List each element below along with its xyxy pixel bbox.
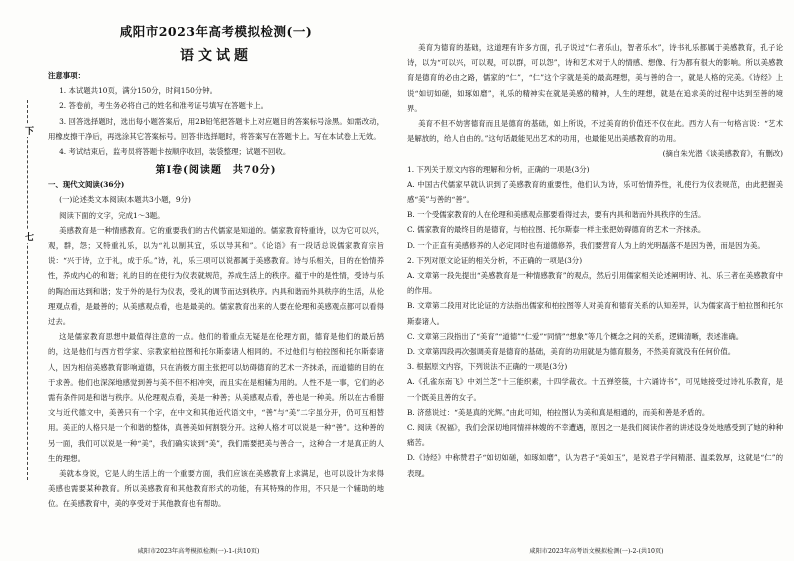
- gutter-mark-1: 下: [25, 124, 34, 137]
- right-page: [399, 0, 794, 561]
- notice-3: 3. 回答选择题时，选出每小题答案后，用2B铅笔把答题卡上对应题目的答案标号涂黑。如需改动，用橡皮擦干净后，再选涂其它答案标号。回答非选择题时，将答案写在答题卡上。写在本试卷上无效。: [48, 116, 384, 141]
- passage-paragraph-2: 这是儒家教育思想中最值得注意的一点。他们的着重点无疑是在伦理方面，德育是他们的最后鹄的，这是他们与西方哲学家、宗教家柏拉图和托尔斯泰诸人相同的。不过他们与柏拉图和托尔斯泰诸人，因为相信美感教育影响道德，只在消极方面主张把可以妨碍德育的艺术一齐抹杀，而道德的目的在于求善。他们也深深地感觉到善与美不但不相冲突，而且实在是相辅为用的。人性不是一事，它们的必需有条件同是和谐与秩序。从伦理观点看，美是一种善；从美感观点看，善也是一种美。所以在古希腊文与近代德文中，美善只有一个字，在中文和其他近代语文中，“善”与“美”二字虽分开，仍可互相替用。美正的人格只是一个和谐的整体，真善美如何割裂分开。这种人格才可以说是一种“善”。这种善的另一面，我们可以说是一种“美”，我们确实谈到“美”，我们需要把美与善合一，这种合一才是真正的人生的理想。: [48, 332, 384, 463]
- left-footer: 咸阳市2023年高考模拟检测(一)-1-(共10页): [137, 548, 260, 555]
- notice-4: 4. 考试结束后，监考员将答题卡按顺序收回，装袋整理；试题不回收。: [59, 147, 291, 157]
- left-column: [48, 22, 384, 512]
- question-3-option-b: B. 济慈说过：“美是真的光辉。”由此可知，柏拉图认为美和真是相通的，而美和善是矛盾的。: [407, 407, 710, 417]
- reading-instruction: 阅读下面的文字，完成1～3题。: [59, 210, 165, 220]
- notice-heading: 注意事项：: [48, 71, 85, 80]
- right-column: [407, 40, 783, 481]
- passage-paragraph-3: 美就本身说，它是人的生活上的一个重要方面，我们应该在美感教育上求满足，也可以设计为求得美感也需要某种教育。所以美感教育和其他教育形式的功能，有其特殊的作用，不只是一个辅助的地位。在美感教育中，美的享受对于其他教育也有帮助。: [48, 469, 384, 509]
- question-2-option-c: C. 文章第三段指出了“美育”“道德”“仁爱”“同情”“想象”等几个概念之间的关系，逻辑清晰，表述准确。: [407, 331, 744, 341]
- question-2-option-a: A. 文章第一段先提出“美感教育是一种情感教育”的观点，然后引用儒家相关论述阐明诗、礼、乐三者在美感教育中的作用。: [407, 271, 783, 296]
- question-1-option-a: A. 中国古代儒家早就认识到了美感教育的重要性，他们认为诗，乐可怡情养性，礼使行为仪表规范，由此把握美感“美”与善的“善”。: [407, 179, 783, 205]
- binding-line: [27, 100, 28, 480]
- passage-paragraph-4: 美育为德育的基础，这道理有许多方面，孔子说过“仁者乐山，智者乐水”，诗书礼乐都属于美感教育，孔子论诗，以为“可以兴，可以观，可以群，可以怨”，诗和艺术对于人的情感、想像、行为都有很大的影响。所以美感教育是德育的必由之路，儒家的“仁”，“仁”这个字就是美的最高理想，美与善的合一，就是人格的完美。《诗经》上说“如切如磋，如琢如磨”，礼乐的精神实在就是美感的精神，人生的理想，就是在追求美的过程中达到至善的境界。: [407, 43, 783, 113]
- question-1-stem: 1. 下列关于原文内容的理解和分析，正确的一项是(3分): [407, 164, 590, 174]
- passage-paragraph-1: 美感教育是一种情感教育。它的重要我们的古代儒家是知道的。儒家教育特重诗，以为它可以兴，观，群，怨；又特重礼乐，以为“礼以制其宜，乐以导其和”。《论语》有一段话总说儒家教育宗旨说：“兴于诗，立于礼，成于乐。”诗，礼，乐三项可以说都属于美感教育。诗与乐相关，目的在怡情养性，养成内心的和谐；礼的目的在使行为仪表就规范，养成生活上的秩序。蕴于中的是性情，受诗与乐的陶冶而达到和谐；发于外的是行为仪表，受礼的调节而达到秩序。内具和谐而外具秩序的生活，从伦理观点看，是最善的；从美感观点看，也是最美的。儒家教育出来的人要在伦理和美感观点都可以看得过去。: [48, 225, 384, 327]
- question-1-option-b: B. 一个受儒家教育的人在伦理和美感观点都要看得过去，要有内具和谐而外具秩序的生活。: [407, 210, 706, 220]
- source-note: (摘自朱光潜《谈美感教育》，有删改): [662, 149, 783, 159]
- question-3-stem: 3. 根据原文内容，下列说法不正确的一项是(3分): [407, 362, 568, 372]
- part-heading: 一、现代文阅读(36分): [48, 180, 125, 190]
- subject-title: 语文试题: [180, 48, 252, 64]
- right-footer: 咸阳市2023年高考语文模拟检测(一)-2-(共10页): [529, 548, 664, 555]
- question-2-option-b: B. 文章第二段用对比论证的方法指出儒家和柏拉图等人对美育和德育关系的认知差异，认为儒家高于柏拉图和托尔斯泰诸人。: [407, 301, 783, 326]
- question-2-stem: 2. 下列对原文论证的相关分析，不正确的一项是(3分): [407, 255, 583, 265]
- gutter-mark-2: 七: [25, 230, 34, 243]
- notice-2: 2. 答卷前，考生务必将自己的姓名和准考证号填写在答题卡上。: [59, 101, 269, 111]
- question-3-option-a: A.《孔雀东南飞》中刘兰芝“十三能织素，十四学裁衣。十五弹箜篌，十六诵诗书”，可见她接受过诗礼乐教育，是一个既美且善的女子。: [407, 377, 783, 402]
- binding-gutter: [22, 100, 40, 480]
- section-title: 第Ⅰ卷(阅读题 共70分): [155, 165, 277, 177]
- passage-paragraph-5: 美育不但不妨害德育而且是德育的基础，如上所说，不过美育的价值还不仅在此。西方人有一句格言说：“艺术是解放的，给人自由的。”这句话最能见出艺术的功用，也最能见出美感教育的功用。: [407, 119, 783, 144]
- exam-title: 咸阳市2023年高考模拟检测(一): [119, 24, 313, 39]
- question-1-option-c: C. 儒家教育的最终目的是德育，与柏拉图、托尔斯泰一样主张把妨碍德育的艺术一齐抹杀。: [407, 225, 706, 235]
- question-2-option-d: D. 文章第四段再次强调美育是德育的基础，美育的功用就是为德育服务，不然美育就没有任何价值。: [407, 347, 736, 357]
- question-3-option-c: C. 阅读《祝福》，我们会深切地同情祥林嫂的不幸遭遇，原因之一是我们阅读作者的讲述设身处地感受到了她的种种痛苦。: [407, 423, 783, 448]
- sub-heading: (一)论述类文本阅读(本题共3小题，9分): [59, 195, 191, 205]
- notice-1: 1. 本试题共10页，满分150分，时间150分钟。: [59, 86, 217, 96]
- question-3-option-d: D.《诗经》中称赞君子“如切如磋，如琢如磨”，认为君子“美如玉”，是说君子学问精湛、温柔敦厚，这就是“仁”的表现。: [407, 453, 783, 478]
- question-1-option-d: D. 一个正直有美感修养的人必定同时也有道德修养，我们要营育人为上的光明磊落不是因为善，而是因为美。: [407, 240, 765, 250]
